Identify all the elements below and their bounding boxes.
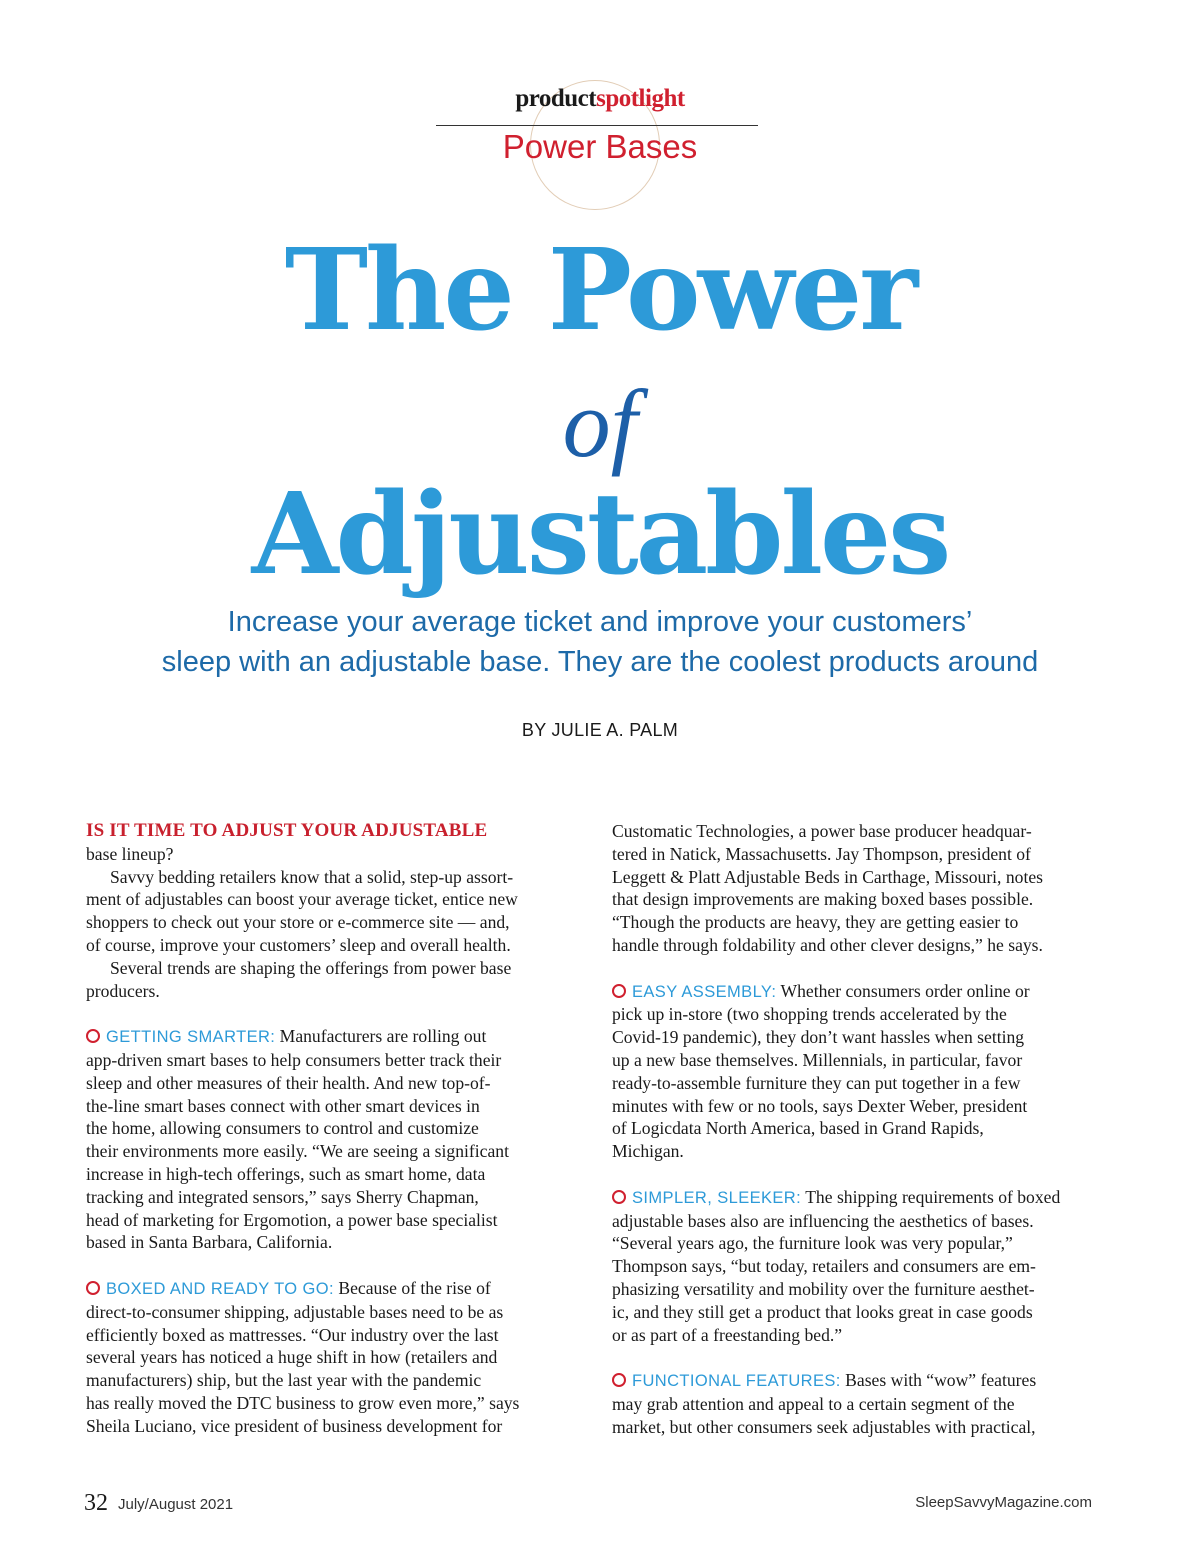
body-line: phasizing versatility and mobility over the furniture aesthet- [612,1278,1035,1299]
magazine-website: SleepSavvyMagazine.com [915,1494,1092,1511]
issue-date: July/August 2021 [118,1496,234,1513]
body-line: adjustable bases also are influencing the aesthetics of bases. [612,1210,1034,1231]
body-line: Leggett & Platt Adjustable Beds in Carthage, Missouri, notes [612,866,1043,887]
subhead-functional-features: FUNCTIONAL FEATURES: [632,1372,841,1391]
body-line: Customatic Technologies, a power base producer headquar- [612,821,1032,841]
body-line: app-driven smart bases to help consumers better track their [86,1049,502,1070]
body-line: the home, allowing consumers to control and customize [86,1118,479,1139]
headline-line-3: Adjustables [251,469,949,600]
dek-line-1: Increase your average ticket and improve your customers’ [227,606,973,638]
body-line: market, but other consumers seek adjustables with practical, [612,1416,1036,1437]
body-line: “Though the products are heavy, they are getting easier to [612,912,1019,933]
body-line: ment of adjustables can boost your average ticket, entice new [86,889,518,910]
body-line: has really moved the DTC business to grow even more,” says [86,1392,520,1413]
body-line: handle through foldability and other clever designs,” he says. [612,934,1043,955]
dek-line-2: sleep with an adjustable base. They are the coolest products around [161,646,1039,678]
body-line: that design improvements are making boxed bases possible. [612,889,1034,910]
subhead-paragraph: EASY ASSEMBLY: Whether consumers order online or [612,980,1102,1004]
circle-bullet-icon [612,984,626,998]
body-line: Savvy bedding retailers know that a solid, step-up assort- [110,866,514,887]
circle-bullet-icon [612,1373,626,1387]
subhead-easy-assembly: EASY ASSEMBLY: [632,982,777,1001]
body-line: Covid-19 pandemic), they don’t want hassles when setting [612,1027,1025,1048]
circle-bullet-icon [612,1190,626,1204]
subhead-paragraph: BOXED AND READY TO GO: Because of the rise of [86,1277,576,1301]
body-line: or as part of a freestanding bed.” [612,1324,843,1345]
body-line: based in Santa Barbara, California. [86,1232,333,1253]
body-line: manufacturers) ship, but the last year with the pandemic [86,1370,482,1391]
body-line: of Logicdata North America, based in Grand Rapids, [612,1118,984,1139]
body-line: up a new base themselves. Millennials, in particular, favor [612,1049,1023,1070]
body-line: head of marketing for Ergomotion, a power base specialist [86,1209,498,1230]
circle-bullet-icon [86,1281,100,1295]
headline-line-2: of [562,370,638,477]
body-line: shoppers to check out your store or e-commerce site — and, [86,912,510,933]
body-line: Thompson says, “but today, retailers and consumers are em- [612,1256,1036,1277]
body-line: efficiently boxed as mattresses. “Our industry over the last [86,1324,499,1345]
body-line: minutes with few or no tools, says Dexter Weber, president [612,1095,1028,1116]
body-line: base lineup? [86,843,174,864]
body-line: “Several years ago, the furniture look was very popular,” [612,1233,1013,1254]
kicker-spotlight: spotlight [596,85,685,112]
body-line: several years has noticed a huge shift in how (retailers and [86,1347,498,1368]
body-line: ic, and they still get a product that looks great in case goods [612,1301,1033,1322]
subhead-getting-smarter: GETTING SMARTER: [106,1028,276,1047]
subhead-simpler-sleeker: SIMPLER, SLEEKER: [632,1188,802,1207]
kicker-product: product [515,85,597,112]
body-line: Several trends are shaping the offerings from power base [110,957,512,978]
body-line: may grab attention and appeal to a certain segment of the [612,1393,1015,1414]
body-line: their environments more easily. “We are seeing a significant [86,1141,509,1162]
article-column-2 [612,820,1102,1439]
article-column-1 [86,820,576,1438]
circle-bullet-icon [86,1029,100,1043]
page-number: 32 [84,1490,108,1516]
body-line: sleep and other measures of their health. And new top-of- [86,1072,491,1093]
body-line: tered in Natick, Massachusetts. Jay Thompson, president of [612,843,1031,864]
body-line: producers. [86,980,160,1001]
subhead-boxed: BOXED AND READY TO GO: [106,1279,334,1298]
section-kicker [0,84,1200,114]
body-line: tracking and integrated sensors,” says Sherry Chapman, [86,1186,479,1207]
body-line: ready-to-assemble furniture they can put together in a few [612,1072,1021,1093]
body-line: pick up in-store (two shopping trends accelerated by the [612,1004,1007,1025]
subhead-paragraph: SIMPLER, SLEEKER: The shipping requirements of boxed [612,1186,1102,1210]
body-line: increase in high-tech offerings, such as smart home, data [86,1163,486,1184]
body-line: Michigan. [612,1141,684,1162]
body-line: of course, improve your customers’ sleep and overall health. [86,934,511,955]
body-line: the-line smart bases connect with other smart devices in [86,1095,480,1116]
lead-in: IS IT TIME TO ADJUST YOUR ADJUSTABLE [86,820,488,841]
subhead-paragraph: FUNCTIONAL FEATURES: Bases with “wow” features [612,1369,1102,1393]
headline-line-1: The Power [284,225,916,356]
section-label: Power Bases [502,128,698,165]
body-line: Sheila Luciano, vice president of business development for [86,1415,503,1436]
body-line: direct-to-consumer shipping, adjustable bases need to be as [86,1301,504,1322]
byline: BY JULIE A. PALM [521,720,679,740]
subhead-paragraph: GETTING SMARTER: Manufacturers are rolling out [86,1025,576,1049]
